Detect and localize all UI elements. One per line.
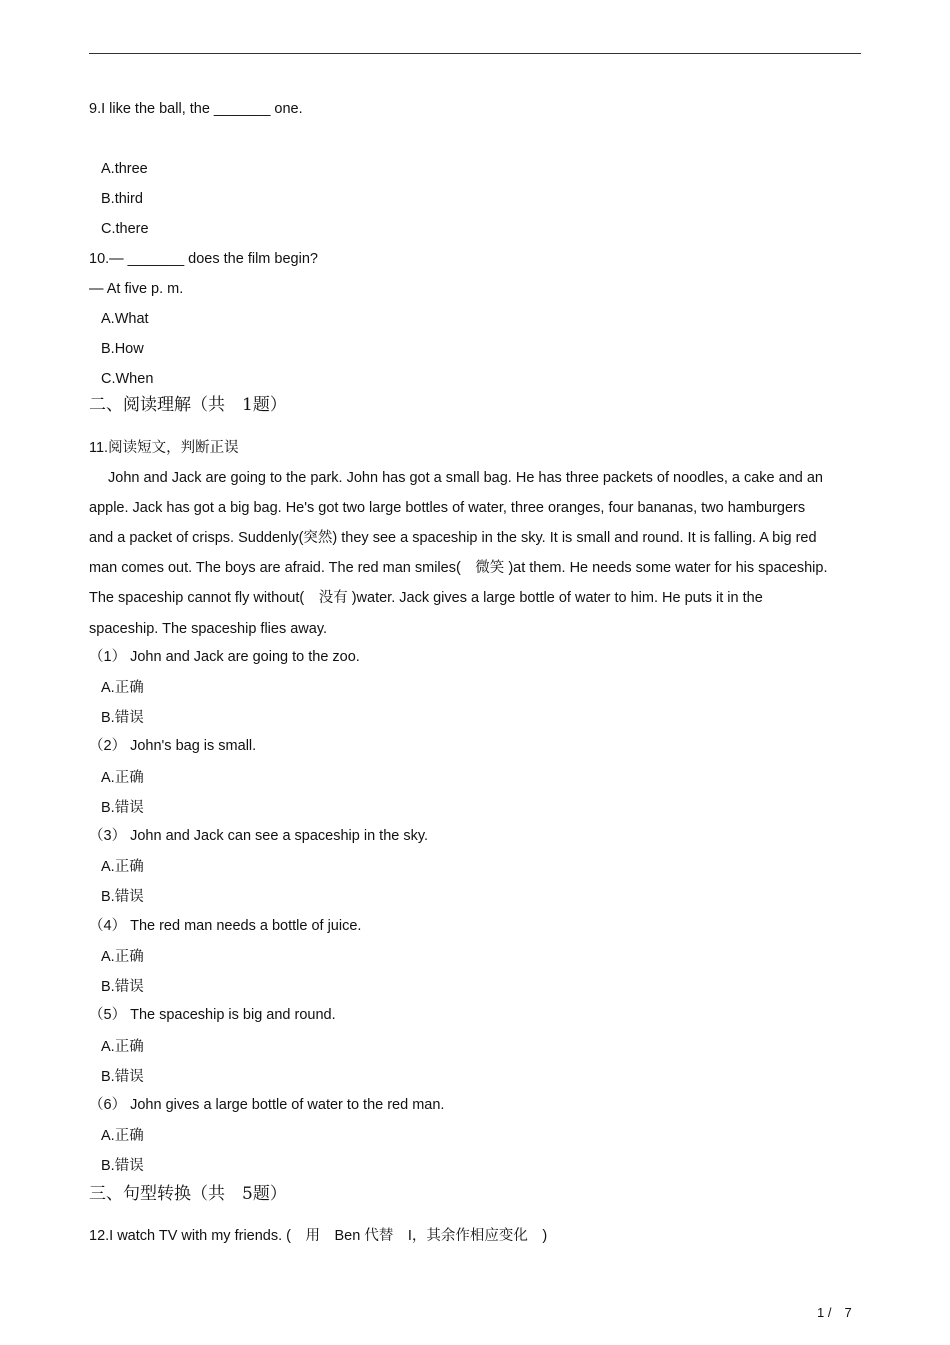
- question-10-stem: 10.— _______ does the film begin?: [89, 251, 318, 267]
- sub-question-6-option-a: A.正确: [101, 1128, 144, 1144]
- passage-line: man comes out. The boys are afraid. The red man smiles( 微笑 )at them. He needs some water for his spaceship.: [89, 560, 828, 576]
- sub-question-3-option-b: B.错误: [101, 889, 144, 905]
- passage-line: The spaceship cannot fly without( 没有 )water. Jack gives a large bottle of water to him. He puts it in the: [89, 590, 763, 606]
- passage-line: apple. Jack has got a big bag. He's got two large bottles of water, three oranges, four bananas, two hamburgers: [89, 500, 806, 516]
- section-3-title: 三、句型转换（共 5题）: [89, 1184, 287, 1204]
- question-11-stem: 11.阅读短文，判断正误: [89, 440, 239, 456]
- sub-question-1-option-b: B.错误: [101, 710, 144, 726]
- question-10-option-a: A.What: [101, 311, 149, 327]
- sub-question-3-option-a: A.正确: [101, 859, 144, 875]
- header-rule: [89, 53, 861, 54]
- sub-question-4-option-b: B.错误: [101, 979, 144, 995]
- sub-question-6: （6） John gives a large bottle of water to the red man.: [89, 1097, 445, 1113]
- sub-question-2: （2） John's bag is small.: [89, 738, 257, 754]
- sub-question-4: （4） The red man needs a bottle of juice.: [89, 918, 362, 934]
- sub-question-2-option-b: B.错误: [101, 800, 144, 816]
- sub-question-4-option-a: A.正确: [101, 949, 144, 965]
- question-9-stem: 9.I like the ball, the _______ one.: [89, 101, 303, 117]
- sub-question-5-option-a: A.正确: [101, 1039, 144, 1055]
- question-9-option-b: B.third: [101, 191, 143, 207]
- section-2-title: 二、阅读理解（共 1题）: [89, 395, 287, 415]
- question-10-option-b: B.How: [101, 341, 144, 357]
- question-9-option-a: A.three: [101, 161, 148, 177]
- passage-line: and a packet of crisps. Suddenly(突然) they see a spaceship in the sky. It is small and round. It is falling. A big red: [89, 530, 817, 546]
- sub-question-3: （3） John and Jack can see a spaceship in the sky.: [89, 828, 429, 844]
- passage-line: spaceship. The spaceship flies away.: [89, 621, 328, 637]
- question-12-stem: 12.I watch TV with my friends. ( 用 Ben 代替 I，其余作相应变化 ): [89, 1228, 548, 1244]
- sub-question-5: （5） The spaceship is big and round.: [89, 1007, 336, 1023]
- question-10-option-c: C.When: [101, 371, 154, 387]
- sub-question-2-option-a: A.正确: [101, 770, 144, 786]
- sub-question-1-option-a: A.正确: [101, 680, 144, 696]
- sub-question-1: （1） John and Jack are going to the zoo.: [89, 649, 360, 665]
- sub-question-5-option-b: B.错误: [101, 1069, 144, 1085]
- question-10-answer-line: — At five p. m.: [89, 281, 184, 297]
- question-9-option-c: C.there: [101, 221, 149, 237]
- page-number: 1 / 7: [817, 1305, 852, 1320]
- sub-question-6-option-b: B.错误: [101, 1158, 144, 1174]
- passage-line: John and Jack are going to the park. John has got a small bag. He has three packets of noodles, a cake and an: [108, 470, 823, 486]
